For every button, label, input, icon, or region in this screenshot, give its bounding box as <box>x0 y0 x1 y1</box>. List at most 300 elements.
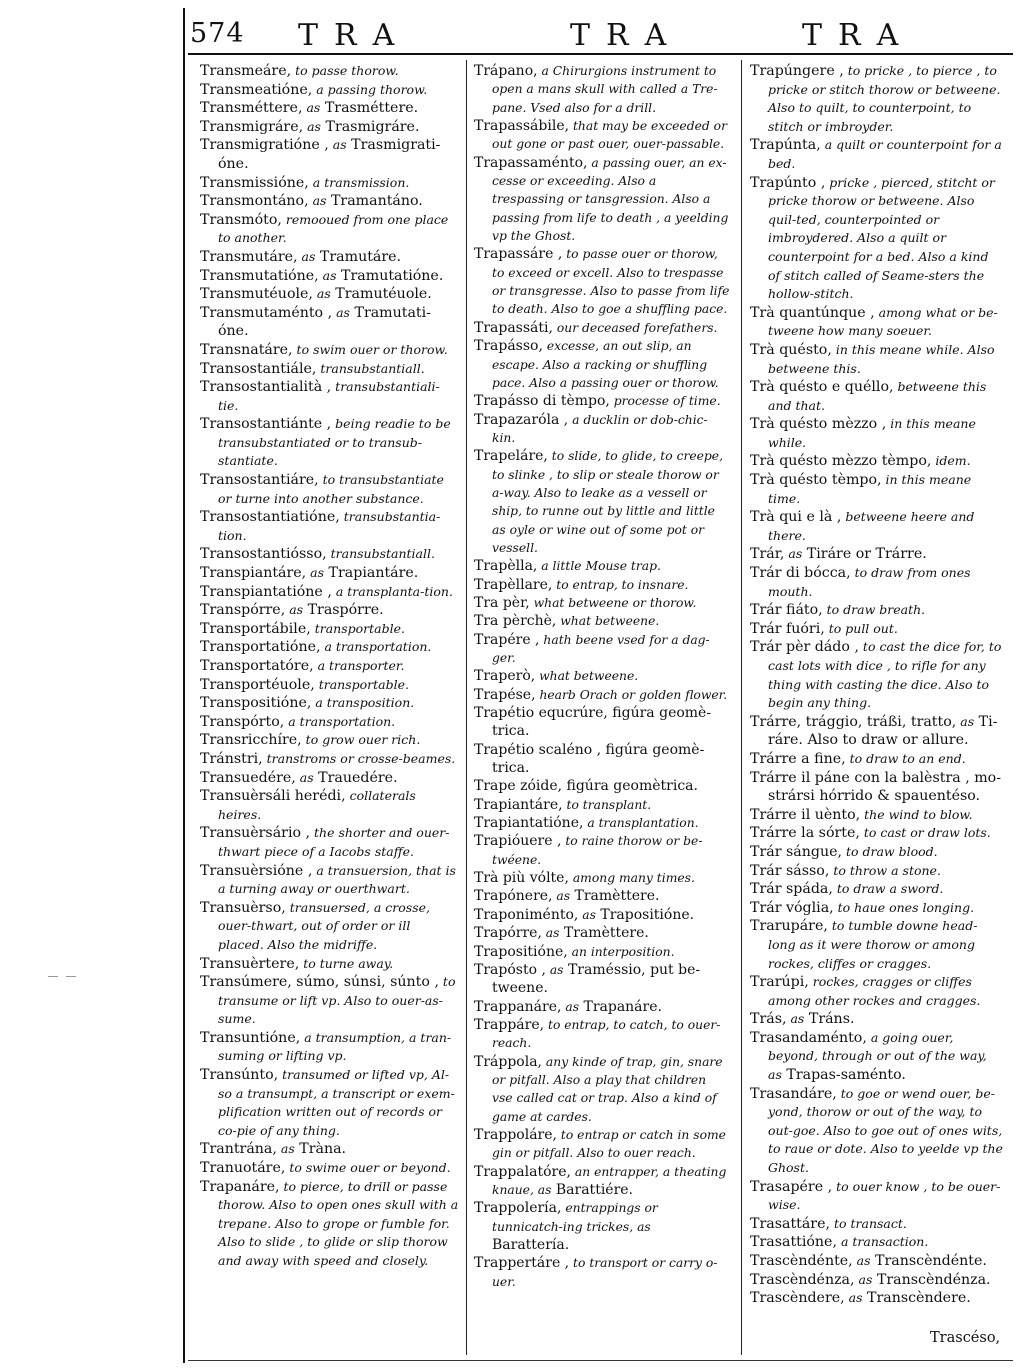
headword: Transpórre, <box>200 602 286 619</box>
definition: as <box>545 962 564 977</box>
definition: any kinde of trap, gin, snare or pitfall. Also a play that children vse called cat or trap. Also a kind of game at cardes. <box>492 1054 723 1124</box>
headword: Traperò, <box>474 668 536 685</box>
dictionary-entry <box>200 378 460 415</box>
dictionary-entry <box>750 415 1004 452</box>
definition: as <box>302 100 321 116</box>
dictionary-entry <box>750 769 1004 806</box>
definition: as <box>303 118 321 134</box>
headword: Trárre, trággio, tráßi, tratto, <box>750 713 957 730</box>
cross-reference: Trasméttere. <box>320 100 419 117</box>
dictionary-entry <box>200 1140 460 1159</box>
cross-reference: Trasmigráre. <box>320 118 420 135</box>
definition: a transmission. <box>308 174 410 190</box>
headword: Trár pèr dádo , <box>750 639 859 656</box>
definition: as <box>854 1271 873 1287</box>
dictionary-entry <box>750 508 1004 545</box>
headword: Trapásso di tèmpo, <box>474 393 610 410</box>
dictionary-entry <box>200 211 460 248</box>
dictionary-entry <box>200 248 460 267</box>
headword: Trár di bócca, <box>750 565 851 582</box>
headword: Trasapére , <box>750 1178 833 1195</box>
headword: Trappáre, <box>474 1016 545 1033</box>
headword: Transuèrsióne , <box>200 862 313 879</box>
dictionary-entry <box>200 1029 460 1066</box>
dictionary-entry <box>200 415 460 471</box>
definition: what betweene or thorow. <box>529 595 697 610</box>
definition: to swime ouer or beyond. <box>285 1160 451 1176</box>
column-2 <box>474 62 730 1291</box>
definition: as <box>786 1011 805 1027</box>
headword: Trápano, <box>474 63 538 79</box>
cross-reference: Tramutati-óne. <box>218 304 431 340</box>
headword: Transostantiósso, <box>200 546 327 563</box>
definition: to cast the dice for, to cast lots with dice , to rifle for any thing with casting the dice. Also to begin any thing. <box>768 639 1002 711</box>
definition: to pull out. <box>824 620 898 636</box>
headword: Transmigráre, <box>200 118 304 135</box>
headword: Transpiantatióne , <box>200 583 332 600</box>
running-head-center: TRA <box>570 18 683 53</box>
dictionary-entry <box>200 81 460 100</box>
headword: Trapositióne, <box>474 943 568 960</box>
definition: to passe ouer or thorow, to exceed or excell. Also to trespasse or transgresse. Also to passe from life to death. Also to goe a shuffling pace. <box>492 247 730 317</box>
dictionary-entry <box>474 906 730 924</box>
headword: Trarúpi, <box>750 974 809 991</box>
definition: entrappings or tunnicatch-ing trickes, as <box>492 1201 658 1234</box>
definition: transubstantiall. <box>316 360 425 376</box>
headword: Tránstri, <box>200 750 263 767</box>
dictionary-entry <box>750 824 1004 843</box>
headword: Trapúnta, <box>750 137 821 154</box>
dictionary-entry <box>750 1010 1004 1029</box>
headword: Transmeáre, <box>200 63 292 79</box>
headword: Transpórto, <box>200 713 285 730</box>
headword: Trà quantúnque , <box>750 304 875 321</box>
headword: Transostantiále, <box>200 360 317 377</box>
column-rule-2 <box>741 60 742 1355</box>
cross-reference: Trapas-saménto. <box>781 1067 906 1084</box>
header-rule <box>188 53 1013 55</box>
headword: Transuntióne, <box>200 1029 301 1046</box>
dictionary-entry <box>200 713 460 732</box>
definition: to goe or wend ouer, be-yond, thorow or out of the way, to out-goe. Also to goe out of ones wits, to raue or dote. Also to yeelde vp the Ghost. <box>768 1085 1003 1176</box>
dictionary-entry <box>750 973 1004 1010</box>
definition: in this meane while. <box>768 416 976 450</box>
definition: as <box>852 1253 871 1268</box>
dictionary-entry <box>474 704 730 741</box>
page-header <box>190 14 1010 54</box>
dictionary-entry <box>200 545 460 564</box>
headword: Transmutatióne, <box>200 267 319 284</box>
definition: a little Mouse trap. <box>537 559 661 574</box>
dictionary-entry <box>474 557 730 575</box>
definition: in this meane while. Also betweene this. <box>768 341 995 376</box>
dictionary-entry <box>200 601 460 620</box>
headword: Trapósto , <box>474 961 546 978</box>
definition: to raine thorow or be-twéene. <box>492 834 703 867</box>
headword: Trár sásso, <box>750 862 830 879</box>
headword: Transmeatióne, <box>200 81 313 98</box>
definition: transubstantiall. <box>326 546 435 562</box>
dictionary-entry <box>750 378 1004 415</box>
dictionary-entry <box>750 564 1004 601</box>
headword: Transmutaménto , <box>200 304 333 321</box>
definition: to transplant. <box>562 797 652 812</box>
dictionary-entry <box>200 304 460 341</box>
headword: Tra pèrchè, <box>474 613 557 630</box>
dictionary-entry <box>750 620 1004 639</box>
dictionary-entry <box>474 741 730 778</box>
dictionary-entry <box>750 1233 1004 1252</box>
dictionary-entry <box>474 1199 730 1254</box>
headword: Trapiantatióne, <box>474 815 584 832</box>
headword: Trapeláre, <box>474 448 548 465</box>
definition: to passe thorow. <box>291 63 399 78</box>
definition: remooued from one place to another. <box>218 211 449 246</box>
definition: to transact. <box>830 1215 907 1231</box>
dictionary-entry <box>474 686 730 704</box>
column-rule-1 <box>466 60 467 1355</box>
dictionary-entry <box>750 880 1004 899</box>
column-3 <box>750 62 1004 1308</box>
dictionary-entry <box>750 843 1004 862</box>
headword: Trár fuóri, <box>750 620 825 637</box>
headword: Transportatióne, <box>200 639 321 656</box>
headword: Trascèndere, <box>750 1290 845 1307</box>
dictionary-entry <box>750 713 1004 750</box>
dictionary-entry <box>750 304 1004 341</box>
definition: a passing thorow. <box>312 81 428 97</box>
headword: Tranuotáre, <box>200 1160 286 1177</box>
cross-reference: Tramèttere. <box>559 925 649 942</box>
dictionary-entry <box>750 136 1004 173</box>
cross-reference: Trauedére. <box>313 769 398 786</box>
definition: transubstantiali-tie. <box>218 379 440 413</box>
headword: Transostantiáre, <box>200 472 319 489</box>
headword: Trárre il uènto, <box>750 806 861 823</box>
headword: Trapónere, <box>474 888 553 905</box>
dictionary-entry <box>200 508 460 545</box>
definition: transportable. <box>314 676 409 692</box>
headword: Traponiménto, <box>474 906 579 923</box>
headword: Trás, <box>750 1011 787 1028</box>
dictionary-entry <box>750 806 1004 825</box>
dictionary-entry <box>474 1254 730 1291</box>
dictionary-entry <box>200 750 460 769</box>
headword: Transnatáre, <box>200 341 293 358</box>
dictionary-entry <box>200 694 460 713</box>
headword: Trárre a fine, <box>750 750 846 767</box>
dictionary-entry <box>474 998 730 1016</box>
definition: among what or be-tweene how many soeuer. <box>768 304 998 339</box>
dictionary-entry <box>474 319 730 337</box>
headword: Trascèndénte, <box>750 1253 853 1269</box>
dictionary-entry <box>750 471 1004 508</box>
definition: as <box>328 137 347 153</box>
dictionary-entry <box>474 924 730 942</box>
definition: as <box>561 999 580 1014</box>
headword: Transuèrtere, <box>200 955 300 972</box>
definition: hath beene vsed for a dag-ger. <box>492 632 710 665</box>
dictionary-entry <box>200 1066 460 1140</box>
headword: Transpiantáre, <box>200 565 307 582</box>
definition: to throw a stone. <box>829 862 941 878</box>
definition: to draw blood. <box>842 843 938 859</box>
dictionary-entry <box>200 955 460 974</box>
dictionary-entry <box>750 601 1004 620</box>
dictionary-entry <box>200 973 460 1029</box>
dictionary-entry <box>474 411 730 448</box>
definition: a quilt or counterpoint for a bed. <box>768 137 1002 171</box>
headword: Trasattióne, <box>750 1234 837 1251</box>
definition: processe of time. <box>609 394 721 409</box>
definition: betweene this and that. <box>768 379 987 413</box>
definition: as <box>312 286 331 302</box>
cross-reference: Trapanáre. <box>579 998 662 1015</box>
dictionary-entry <box>474 154 730 246</box>
headword: Transmissióne, <box>200 174 309 191</box>
dictionary-entry <box>200 787 460 824</box>
dictionary-entry <box>474 337 730 392</box>
definition: as <box>306 565 325 581</box>
headword: Trapére , <box>474 631 540 648</box>
dictionary-entry <box>200 174 460 193</box>
definition: a transumption, a tran-suming or lifting vp. <box>218 1029 452 1064</box>
headword: Transúmere, súmo, súnsi, súnto , <box>200 974 439 991</box>
headword: Trantrána, <box>200 1141 277 1158</box>
dictionary-entry <box>750 174 1004 304</box>
definition: transtroms or crosse-beames. <box>262 750 456 766</box>
dictionary-entry <box>750 1178 1004 1215</box>
definition: to draw breath. <box>822 602 926 618</box>
definition: to draw a sword. <box>832 881 944 897</box>
definition: that may be exceeded or out gone or past ouer, ouer-passable. <box>492 119 727 152</box>
dictionary-entry <box>200 583 460 602</box>
definition: to entrap, to insnare. <box>552 577 689 592</box>
headword: Transmontáno, <box>200 193 309 210</box>
headword: Trappoláre, <box>474 1126 557 1143</box>
cross-reference: Traspórre. <box>303 602 384 619</box>
dictionary-entry <box>474 667 730 685</box>
headword: Trasandaménto, <box>750 1029 867 1046</box>
definition: transubstantia-tion. <box>218 509 441 543</box>
headword: Trár vóglia, <box>750 899 834 916</box>
headword: Trapórre, <box>474 925 542 942</box>
dictionary-entry <box>750 1085 1004 1178</box>
dictionary-entry <box>200 471 460 508</box>
headword: Tráppola, <box>474 1053 543 1070</box>
cross-reference: Barattería. <box>492 1237 570 1253</box>
dictionary-entry <box>200 99 460 118</box>
dictionary-entry <box>474 1053 730 1126</box>
definition: as <box>332 304 350 320</box>
cross-reference: Traméssio, put be-tweene. <box>492 961 701 997</box>
definition: transportable. <box>310 620 405 636</box>
catchword: Trascéso, <box>930 1330 1001 1346</box>
dictionary-entry <box>474 1163 730 1200</box>
definition: to draw to an end. <box>845 750 966 766</box>
dictionary-entry <box>200 118 460 137</box>
definition: to pricke , to pierce , to pricke or stitch thorow or betweene. Also to quilt, to counterpoint, to stitch or imbroyder. <box>768 63 1001 134</box>
headword: Transostantiánte , <box>200 416 332 433</box>
dictionary-entry <box>474 777 730 795</box>
definition: what betweene. <box>556 614 660 629</box>
definition: as <box>552 889 571 904</box>
cross-reference: Transcèndénza. <box>872 1271 991 1288</box>
dictionary-entry <box>474 447 730 557</box>
dictionary-entry <box>750 638 1004 712</box>
dictionary-entry <box>200 192 460 211</box>
headword: Trapanáre, <box>200 1178 280 1195</box>
dictionary-entry <box>474 117 730 154</box>
dictionary-entry <box>200 285 460 304</box>
headword: Trapétio scaléno , figúra geomè-trica. <box>474 741 705 777</box>
dictionary-entry <box>200 1178 460 1271</box>
headword: Transúnto, <box>200 1067 279 1084</box>
definition: idem. <box>931 453 971 469</box>
headword: Trascèndénza, <box>750 1271 855 1288</box>
dictionary-entry <box>200 731 460 750</box>
headword: Trárre il páne con la balèstra , mo-strársi hórrido & spauentéso. <box>750 769 1001 805</box>
headword: Trà quésto mèzzo , <box>750 416 887 433</box>
headword: Trár fiáto, <box>750 602 823 619</box>
cross-reference: Tramutatióne. <box>336 267 444 284</box>
definition: a going ouer, beyond, through or out of the way, as <box>768 1029 987 1083</box>
headword: Transportatóre, <box>200 658 314 674</box>
headword: Trà quésto mèzzo tèmpo, <box>750 453 932 470</box>
definition: to slide, to glide, to creepe, to slinke , to slip or steale thorow or a-way. Also to leake as a vessell or ship, to runne out by little and little as oyle or wine out of some pot or vessell. <box>492 449 724 555</box>
dictionary-entry <box>200 862 460 899</box>
headword: Trasandáre, <box>750 1085 837 1102</box>
dictionary-entry <box>750 862 1004 881</box>
dictionary-entry <box>474 1016 730 1053</box>
definition: what betweene. <box>535 669 639 684</box>
cross-reference: Transcèndénte. <box>870 1253 987 1269</box>
headword: Transmigratióne , <box>200 137 329 154</box>
headword: Trappalatóre, <box>474 1163 571 1180</box>
dictionary-entry <box>200 824 460 861</box>
definition: in this meane time. <box>768 472 972 506</box>
dictionary-entry <box>474 612 730 630</box>
definition: a transplanta-tion. <box>331 583 453 599</box>
dictionary-entry <box>200 638 460 657</box>
running-head-left: TRA <box>298 18 411 53</box>
dictionary-entry <box>200 341 460 360</box>
headword: Trape zóide, figúra geomètrica. <box>474 778 698 795</box>
bottom-rule <box>188 1360 1013 1361</box>
headword: Transuèrsário , <box>200 825 311 842</box>
headword: Trapèllare, <box>474 576 553 593</box>
cross-reference: Tramutáre. <box>315 248 402 265</box>
dictionary-entry <box>750 1215 1004 1234</box>
definition: to pierce, to drill or passe thorow. Also to open ones skull with a trepane. Also to grope or fumble for. Also to slide , to glide or slip thorow and away with speed and closely. <box>218 1178 459 1268</box>
headword: Trárre la sórte, <box>750 825 860 842</box>
dictionary-entry <box>200 62 460 81</box>
definition: as <box>308 193 327 209</box>
cross-reference: Tiráre or Trárre. <box>802 546 927 563</box>
headword: Trapúngere , <box>750 63 844 79</box>
definition: to haue ones longing. <box>833 899 975 915</box>
headword: Trapassáre , <box>474 246 563 263</box>
column-1 <box>200 62 460 1271</box>
definition: transumed or lifted vp, Al-so a transumpt, a transcript or exem-plification written out of records or co-pie of any thing. <box>218 1067 455 1138</box>
headword: Trapassáti, <box>474 319 553 336</box>
definition: transuersed, a crosse, ouer-thwart, out of order or ill placed. Also the midriffe. <box>218 899 430 952</box>
definition: to transume or lift vp. Also to ouer-as-sume. <box>218 974 456 1027</box>
dictionary-entry <box>474 392 730 410</box>
definition: the wind to blow. <box>860 806 973 822</box>
dictionary-entry <box>200 899 460 955</box>
headword: Trarupáre, <box>750 918 828 935</box>
dictionary-entry <box>750 62 1004 136</box>
dictionary-entry <box>200 136 460 173</box>
dictionary-entry <box>750 1289 1004 1308</box>
definition: being readie to be transubstantiated or to transub-stantiate. <box>218 416 451 469</box>
dictionary-entry <box>750 899 1004 918</box>
dictionary-entry <box>474 814 730 832</box>
headword: Trapazaróla , <box>474 411 569 428</box>
definition: to turne away. <box>299 955 394 971</box>
definition: to swim ouer or thorow. <box>292 341 448 357</box>
dictionary-entry <box>200 267 460 286</box>
dictionary-entry <box>200 564 460 583</box>
definition: an entrapper, a theating knaue, as <box>492 1164 727 1197</box>
definition: a transposition. <box>311 695 415 711</box>
definition: an interposition. <box>567 944 675 959</box>
dictionary-entry <box>474 869 730 887</box>
definition: our deceased forefathers. <box>552 320 718 335</box>
headword: Transuèrsáli herédi, <box>200 788 346 805</box>
dictionary-entry <box>200 657 460 676</box>
dictionary-entry <box>750 452 1004 471</box>
headword: Transricchíre, <box>200 732 302 749</box>
scan-mark <box>48 976 58 977</box>
headword: Transostantialità , <box>200 379 332 396</box>
definition: a transplantation. <box>583 816 699 831</box>
definition: as <box>295 769 314 785</box>
scan-mark <box>66 976 76 977</box>
headword: Trà quésto tèmpo, <box>750 472 882 489</box>
dictionary-entry <box>474 631 730 668</box>
cross-reference: Tramantáno. <box>326 193 423 210</box>
cross-reference: Tramèttere. <box>570 888 660 905</box>
definition: as <box>276 1141 295 1157</box>
headword: Trapassaménto, <box>474 154 588 171</box>
definition: among many times. <box>568 871 695 886</box>
definition: as <box>318 267 337 283</box>
definition: to draw from ones mouth. <box>768 565 971 599</box>
dictionary-entry <box>474 62 730 117</box>
definition: to tumble downe head-long as it were thorow or among rockes, cliffes or cragges. <box>768 918 978 971</box>
headword: Trasattáre, <box>750 1215 830 1232</box>
headword: Trà quésto, <box>750 341 832 358</box>
dictionary-entry <box>200 769 460 788</box>
headword: Trár spáda, <box>750 881 833 898</box>
definition: to cast or draw lots. <box>859 825 991 841</box>
headword: Trár, <box>750 546 785 563</box>
definition: a Chirurgions instrument to open a mans skull with called a Tre-pane. Vsed also for a drill. <box>492 64 718 115</box>
definition: hearb Orach or golden flower. <box>535 687 728 702</box>
cross-reference: Trapositióne. <box>595 906 695 923</box>
dictionary-entry <box>474 887 730 905</box>
headword: Transmutáre, <box>200 248 298 265</box>
definition: pricke , pierced, stitcht or pricke thorow or betweene. Also quil-ted, counterpointed or imbroydered. Also a quilt or counterpoint for a bed. Also a kind of stitch called of Seame-sters the hollow-stitch. <box>768 174 995 302</box>
dictionary-entry <box>474 943 730 961</box>
headword: Transmóto, <box>200 211 282 228</box>
dictionary-entry <box>750 1252 1004 1271</box>
definition: betweene heere and there. <box>768 509 975 543</box>
headword: Trapióuere , <box>474 833 562 850</box>
definition: a passing ouer, an ex-cesse or exceeding. Also a trespassing or tansgression. Also a passing from life to death , a yeelding vp the Ghost. <box>492 155 729 244</box>
